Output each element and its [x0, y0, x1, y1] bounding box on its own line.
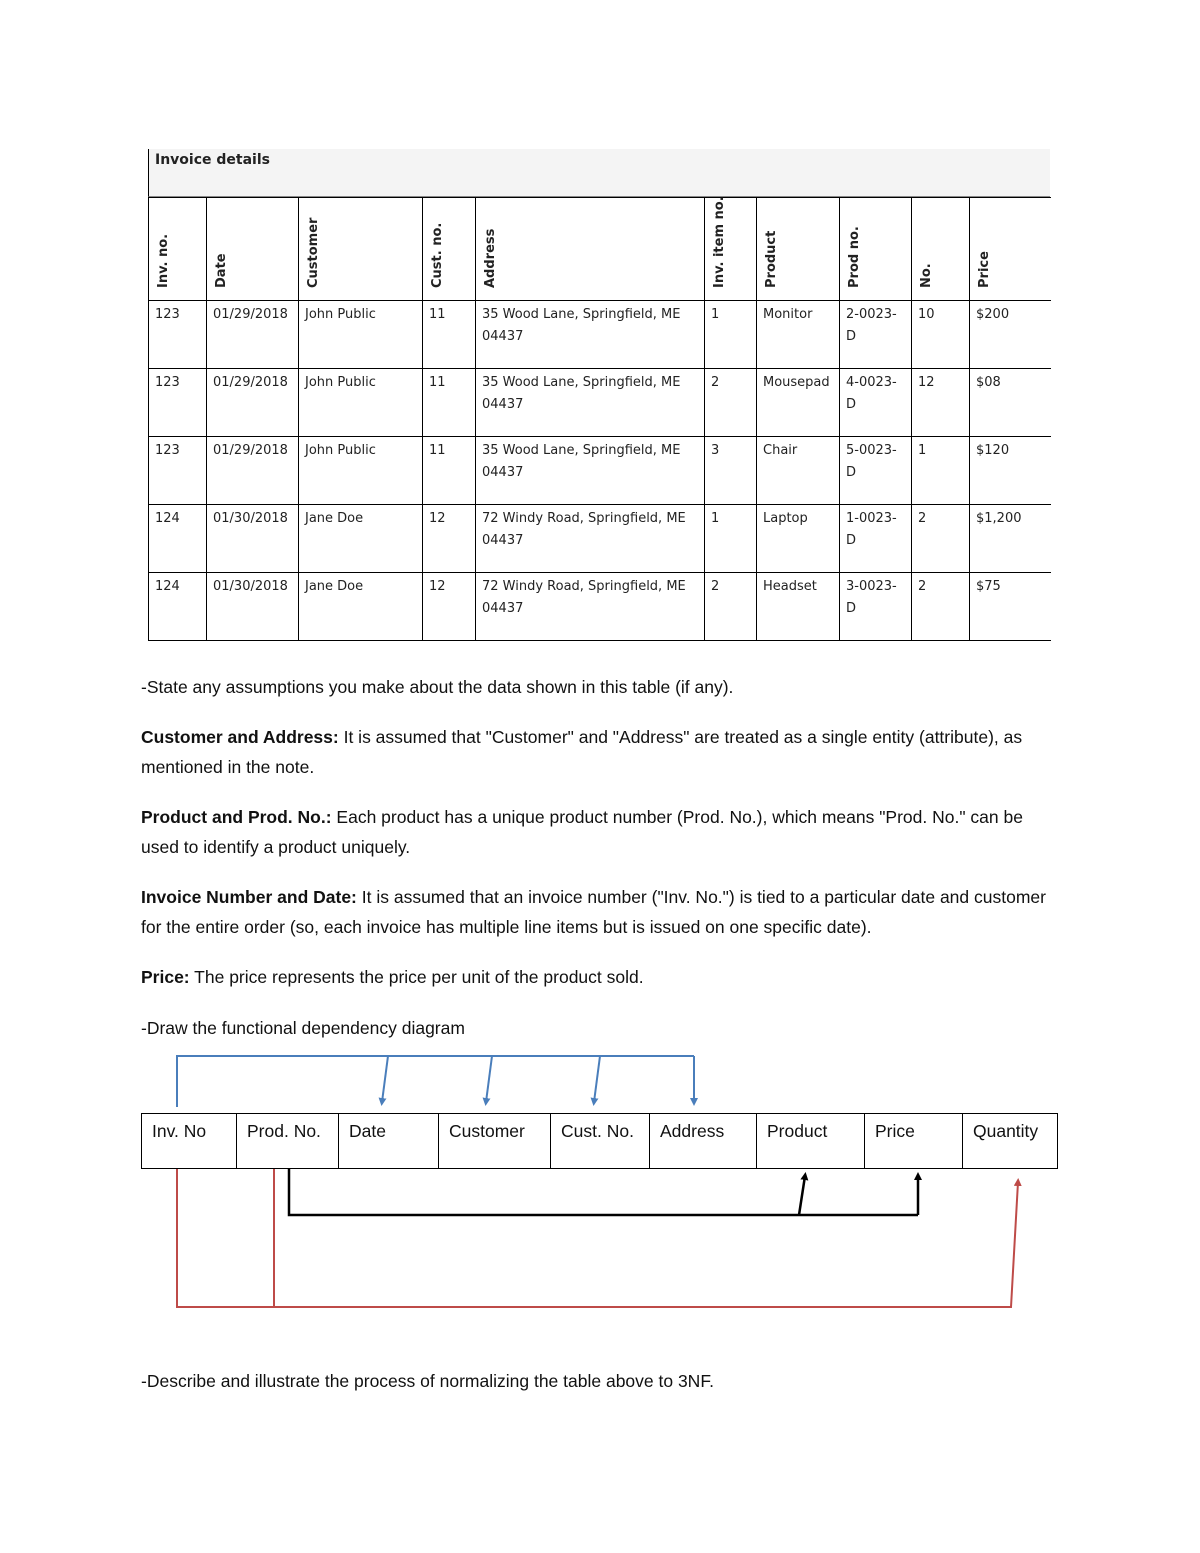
- fd-attribute-box: Address: [649, 1114, 756, 1168]
- table-cell: 01/29/2018: [207, 301, 299, 369]
- assumptions-prompt: -State any assumptions you make about the data shown in this table (if any).: [141, 677, 734, 697]
- fd-attribute-box: Prod. No.: [236, 1114, 338, 1168]
- table-cell: Monitor: [757, 301, 840, 369]
- fd-attribute-box: Price: [864, 1114, 962, 1168]
- column-header-label: Customer: [306, 217, 321, 288]
- table-cell: Jane Doe: [299, 573, 423, 641]
- fd-attribute-box: Quantity: [962, 1114, 1058, 1168]
- table-cell: $200: [970, 301, 1051, 369]
- assumption-heading: Invoice Number and Date:: [141, 887, 357, 907]
- fd-attribute-row: [141, 1113, 1058, 1169]
- column-header-label: Prod no.: [847, 226, 862, 288]
- table-cell: John Public: [299, 437, 423, 505]
- assumption-text: It is assumed that "Customer" and "Address" are treated as a single entity (attribute), as mentioned in the note.: [141, 727, 1023, 777]
- table-cell: 01/30/2018: [207, 573, 299, 641]
- table-cell: 3: [705, 437, 757, 505]
- table-cell: 124: [149, 573, 207, 641]
- table-cell: $08: [970, 369, 1051, 437]
- fd-composite-line: [177, 1169, 1018, 1307]
- table-cell: 5-0023-D: [840, 437, 912, 505]
- table-cell: Headset: [757, 573, 840, 641]
- table-cell: 01/29/2018: [207, 369, 299, 437]
- column-header-label: Address: [483, 228, 498, 288]
- fd-invoice-line: [177, 1056, 694, 1107]
- column-header-label: Inv. item no.: [712, 196, 727, 288]
- fd-attribute-box: Inv. No: [141, 1114, 236, 1168]
- table-cell: 123: [149, 369, 207, 437]
- table-cell: 35 Wood Lane, Springfield, ME 04437: [476, 369, 705, 437]
- table-cell: 11: [423, 437, 476, 505]
- normalize-prompt: -Describe and illustrate the process of normalizing the table above to 3NF.: [141, 1371, 714, 1391]
- table-cell: 124: [149, 505, 207, 573]
- table-cell: 01/30/2018: [207, 505, 299, 573]
- table-cell: 12: [423, 573, 476, 641]
- assumption-text: Each product has a unique product number (Prod. No.), which means "Prod. No." can be used to identify a product uniquely.: [141, 807, 1023, 857]
- table-cell: 2-0023-D: [840, 301, 912, 369]
- assumption-heading: Price:: [141, 967, 190, 987]
- table-cell: $1,200: [970, 505, 1051, 573]
- fd-arrow-product: [799, 1176, 805, 1215]
- assumption-text: The price represents the price per unit of the product sold.: [189, 967, 644, 987]
- fd-arrow-date: [382, 1056, 388, 1102]
- column-header-label: No.: [919, 263, 934, 288]
- table-cell: Chair: [757, 437, 840, 505]
- table-cell: 12: [423, 505, 476, 573]
- table-cell: 72 Windy Road, Springfield, ME 04437: [476, 505, 705, 573]
- table-cell: 1-0023-D: [840, 505, 912, 573]
- table-cell: John Public: [299, 301, 423, 369]
- table-cell: 2: [705, 573, 757, 641]
- table-caption: Invoice details: [148, 149, 1050, 197]
- assumption-text: It is assumed that an invoice number ("Inv. No.") is tied to a particular date and customer for the entire order (so, each invoice has multiple line items but is issued on one specific date).: [141, 887, 1046, 937]
- table-cell: 4-0023-D: [840, 369, 912, 437]
- fd-product-line: [289, 1169, 918, 1215]
- table-cell: Jane Doe: [299, 505, 423, 573]
- table-cell: Laptop: [757, 505, 840, 573]
- table-cell: 35 Wood Lane, Springfield, ME 04437: [476, 437, 705, 505]
- table-cell: 3-0023-D: [840, 573, 912, 641]
- column-header-label: Date: [214, 253, 229, 288]
- table-cell: 123: [149, 437, 207, 505]
- column-header-label: Inv. no.: [156, 233, 171, 288]
- table-cell: 123: [149, 301, 207, 369]
- fd-arrow-customer: [486, 1056, 492, 1102]
- table-cell: 1: [705, 301, 757, 369]
- table-cell: 35 Wood Lane, Springfield, ME 04437: [476, 301, 705, 369]
- column-header-label: Cust. no.: [430, 222, 445, 288]
- table-cell: 11: [423, 369, 476, 437]
- column-header-label: Price: [977, 251, 992, 288]
- table-cell: 12: [912, 369, 970, 437]
- table-cell: 1: [912, 437, 970, 505]
- table-cell: John Public: [299, 369, 423, 437]
- fd-attribute-box: Customer: [438, 1114, 550, 1168]
- table-cell: 1: [705, 505, 757, 573]
- table-cell: 01/29/2018: [207, 437, 299, 505]
- column-header-label: Product: [764, 230, 779, 288]
- table-cell: 10: [912, 301, 970, 369]
- assumption-heading: Product and Prod. No.:: [141, 807, 332, 827]
- table-cell: 2: [912, 573, 970, 641]
- table-cell: $120: [970, 437, 1051, 505]
- table-cell: 72 Windy Road, Springfield, ME 04437: [476, 573, 705, 641]
- fd-attribute-box: Cust. No.: [550, 1114, 649, 1168]
- fd-attribute-box: Product: [756, 1114, 864, 1168]
- diagram-prompt: -Draw the functional dependency diagram: [141, 1018, 465, 1038]
- table-cell: 2: [705, 369, 757, 437]
- table-cell: Mousepad: [757, 369, 840, 437]
- table-cell: $75: [970, 573, 1051, 641]
- table-cell: 2: [912, 505, 970, 573]
- table-cell: 11: [423, 301, 476, 369]
- fd-attribute-box: Date: [338, 1114, 438, 1168]
- fd-arrow-cust-no: [594, 1056, 600, 1102]
- assumption-heading: Customer and Address:: [141, 727, 339, 747]
